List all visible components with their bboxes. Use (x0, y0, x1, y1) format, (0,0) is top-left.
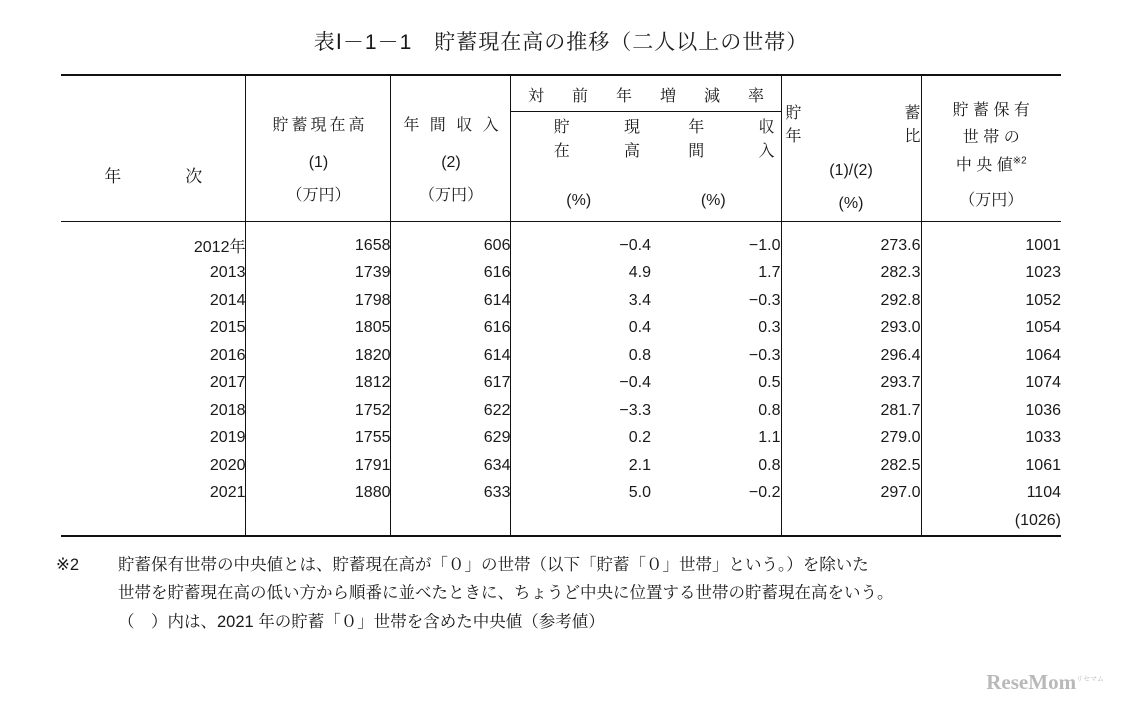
cell-rate-income-empty (651, 507, 781, 536)
header-income-line3: （万円） (418, 187, 483, 205)
cell-year: 2019 (209, 429, 246, 447)
header-savings-line3: （万円） (286, 187, 351, 205)
cell-median: 1001 (921, 222, 1061, 260)
cell-rate-savings: 0.4 (511, 315, 651, 343)
cell-ratio: 296.4 (781, 342, 921, 370)
watermark-text: ReseMom (986, 670, 1077, 694)
cell-rate-income: 1.1 (758, 429, 781, 447)
cell-income: 614 (391, 342, 511, 370)
cell-median: 1054 (921, 315, 1061, 343)
footnote-mark: ※2 (56, 555, 80, 574)
cell-year: 2016 (209, 346, 246, 364)
table-row-extra (61, 507, 1061, 536)
cell-median: 1061 (921, 452, 1061, 480)
header-ratio: 貯 蓄 年 比 (1)/(2) (%) (781, 75, 921, 222)
watermark-resemom (986, 670, 1104, 695)
cell-median: 1036 (921, 397, 1061, 425)
cell-rate-savings: −0.4 (511, 370, 651, 398)
cell-year: 2014 (209, 291, 246, 309)
cell-rate-savings-empty (511, 507, 651, 536)
footnote-line-2: 世帯を貯蓄現在高の低い方から順番に並べたときに、ちょうど中央に位置する世帯の貯蓄現在高をいう。 (118, 584, 894, 603)
header-rate-group: 対 前 年 増 減 率 貯 現 年 収 在 高 間 入 (%) (%) (511, 75, 781, 222)
cell-rate-savings: 0.2 (511, 425, 651, 453)
cell-savings: 1820 (246, 342, 391, 370)
cell-median: 1033 (921, 425, 1061, 453)
savings-table (61, 74, 1061, 537)
cell-ratio-empty (781, 507, 921, 536)
header-year-label: 年 次 (104, 167, 213, 186)
header-rate-income-unit: (%) (700, 191, 726, 209)
cell-savings: 1658 (246, 222, 391, 260)
cell-rate-income: 0.3 (758, 319, 781, 337)
cell-ratio: 282.3 (781, 260, 921, 288)
cell-year: 2021 (209, 484, 246, 502)
cell-income: 606 (391, 222, 511, 260)
cell-rate-income: −0.3 (748, 346, 781, 364)
header-median-unit: （万円） (959, 191, 1024, 209)
page-title: 表Ⅰ－1－1 貯蓄現在高の推移（二人以上の世帯） (313, 31, 809, 54)
cell-rate-income: 0.8 (758, 401, 781, 419)
cell-savings: 1812 (246, 370, 391, 398)
header-savings-line2: (1) (308, 153, 329, 171)
cell-rate-savings: −3.3 (511, 397, 651, 425)
cell-year: 2012年 (193, 239, 246, 257)
header-median-sup: ※2 (1012, 155, 1027, 167)
watermark-sup: リセマム (1076, 675, 1104, 683)
footnote (56, 551, 1066, 638)
table-row (61, 452, 1061, 480)
cell-income: 633 (391, 480, 511, 508)
table-row (61, 370, 1061, 398)
cell-year-empty (61, 507, 246, 536)
cell-median: 1074 (921, 370, 1061, 398)
cell-income-empty (391, 507, 511, 536)
header-ratio-unit: (%) (838, 195, 864, 213)
table-body (61, 222, 1061, 536)
cell-year: 2015 (209, 319, 246, 337)
cell-year: 2017 (209, 374, 246, 392)
cell-savings: 1752 (246, 397, 391, 425)
cell-median: 1052 (921, 287, 1061, 315)
cell-savings: 1798 (246, 287, 391, 315)
header-savings (246, 75, 391, 222)
cell-rate-savings: 2.1 (511, 452, 651, 480)
cell-savings-empty (246, 507, 391, 536)
cell-year: 2013 (209, 264, 246, 282)
cell-ratio: 292.8 (781, 287, 921, 315)
table-row (61, 397, 1061, 425)
cell-median: 1064 (921, 342, 1061, 370)
cell-rate-income: −0.2 (748, 484, 781, 502)
cell-rate-savings: 4.9 (511, 260, 651, 288)
cell-ratio: 279.0 (781, 425, 921, 453)
table-row (61, 222, 1061, 260)
cell-rate-income: 0.5 (758, 374, 781, 392)
cell-rate-savings: 5.0 (511, 480, 651, 508)
header-income (391, 75, 511, 222)
cell-savings: 1791 (246, 452, 391, 480)
header-rate-income: 年 収 (688, 119, 781, 137)
header-year (61, 75, 246, 222)
cell-year: 2018 (209, 401, 246, 419)
header-ratio-formula: (1)/(2) (829, 162, 873, 180)
footnote-line-1: 貯蓄保有世帯の中央値とは、貯蓄現在高が「０」の世帯（以下「貯蓄「０」世帯」という。）を除いた (118, 555, 869, 574)
cell-median: 1104 (921, 480, 1061, 508)
header-savings-line1: 貯蓄現在高 (272, 116, 368, 134)
header-median-line3: 中 央 値 (955, 156, 1013, 174)
header-income-line1: 年 間 収 入 (403, 116, 502, 134)
cell-median-extra: (1026) (921, 507, 1061, 536)
cell-ratio: 281.7 (781, 397, 921, 425)
cell-rate-income: −0.3 (748, 291, 781, 309)
cell-income: 629 (391, 425, 511, 453)
table-row (61, 315, 1061, 343)
header-median-line1: 貯 蓄 保 有 (952, 102, 1030, 120)
cell-rate-savings: 0.8 (511, 342, 651, 370)
header-income-line2: (2) (441, 153, 461, 171)
cell-ratio: 282.5 (781, 452, 921, 480)
cell-rate-income: −1.0 (748, 236, 781, 254)
table-row (61, 480, 1061, 508)
header-rate-savings: 貯 現 (553, 119, 646, 137)
cell-ratio: 293.0 (781, 315, 921, 343)
cell-ratio: 297.0 (781, 480, 921, 508)
table-row (61, 342, 1061, 370)
cell-savings: 1805 (246, 315, 391, 343)
cell-median: 1023 (921, 260, 1061, 288)
cell-rate-income: 0.8 (758, 456, 781, 474)
cell-income: 614 (391, 287, 511, 315)
cell-ratio: 273.6 (781, 222, 921, 260)
cell-income: 616 (391, 315, 511, 343)
cell-ratio: 293.7 (781, 370, 921, 398)
table-row (61, 425, 1061, 453)
cell-income: 616 (391, 260, 511, 288)
header-median-line2: 世 帯 の (962, 129, 1020, 147)
table-header-row (61, 75, 1061, 222)
header-rate-group-label: 対 前 年 増 減 率 (511, 85, 780, 112)
cell-rate-savings: −0.4 (511, 222, 651, 260)
cell-income: 622 (391, 397, 511, 425)
cell-savings: 1739 (246, 260, 391, 288)
cell-savings: 1880 (246, 480, 391, 508)
table-row (61, 260, 1061, 288)
header-median (921, 75, 1061, 222)
cell-year: 2020 (209, 456, 246, 474)
cell-savings: 1755 (246, 425, 391, 453)
cell-income: 617 (391, 370, 511, 398)
cell-rate-income: 1.7 (758, 264, 781, 282)
table-row (61, 287, 1061, 315)
footnote-line-3: （ ）内は、2021 年の貯蓄「０」世帯を含めた中央値（参考値） (118, 613, 605, 632)
cell-rate-savings: 3.4 (511, 287, 651, 315)
header-rate-savings-unit: (%) (566, 191, 592, 209)
cell-income: 634 (391, 452, 511, 480)
